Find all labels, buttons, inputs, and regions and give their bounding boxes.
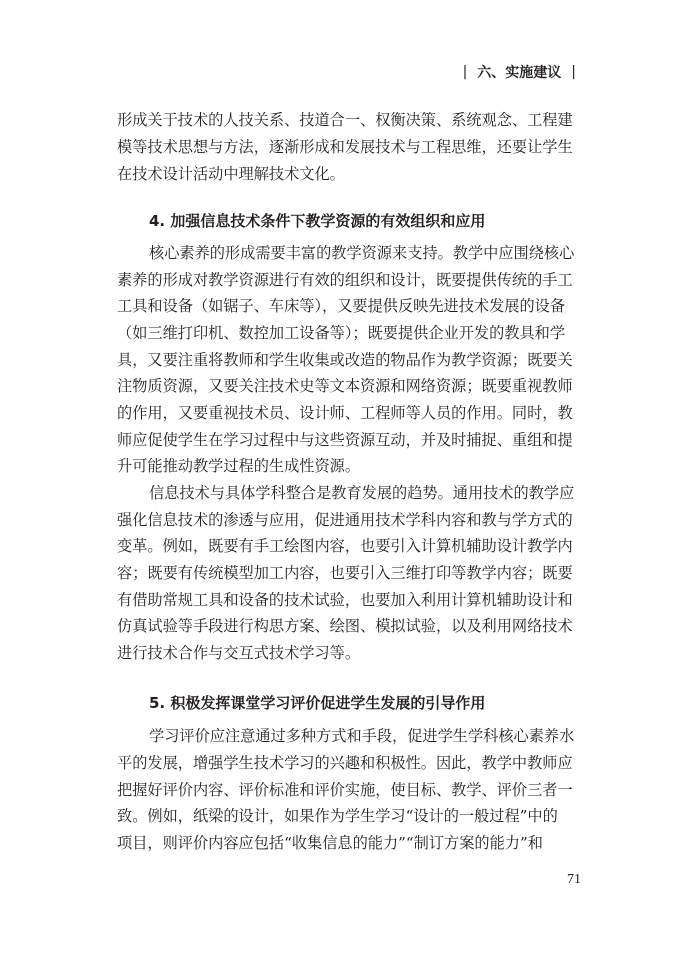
section-4-paragraph-2-line-2: 强化信息技术的渗透与应用，促进通用技术学科内容和教与学方式的 [117, 511, 573, 529]
section-5-paragraph-1-line-2: 平的发展，增强学生技术学习的兴趣和积极性。因此，教学中教师应 [117, 754, 573, 772]
page-number: 71 [567, 872, 581, 887]
section-4-paragraph-1-line-9: 升可能推动教学过程的生成性资源。 [117, 457, 360, 475]
section-4-paragraph-1-line-5: 具，又要注重将教师和学生收集或改造的物品作为教学资源；既要关 [117, 351, 573, 369]
section-4-paragraph-2-line-4: 容；既要有传统模型加工内容，也要引入三维打印等教学内容；既要 [117, 564, 573, 582]
section-4-paragraph-1-line-2: 素养的形成对教学资源进行有效的组织和设计，既要提供传统的手工 [117, 271, 573, 289]
section-4-paragraph-1-line-6: 注物质资源，又要关注技术史等文本资源和网络资源；既要重视教师 [117, 377, 573, 395]
intro-line-2: 模等技术思想与方法，逐渐形成和发展技术与工程思维，还要让学生 [117, 138, 573, 156]
intro-line-1: 形成关于技术的人技关系、技道合一、权衡决策、系统观念、工程建 [117, 111, 573, 129]
section-4-heading: 4. 加强信息技术条件下教学资源的有效组织和应用 [149, 212, 486, 230]
header-right-bar: | [571, 64, 576, 80]
section-5-paragraph-1-line-5: 项目，则评价内容应包括“收集信息的能力”“制订方案的能力”和 [117, 834, 543, 852]
section-4-paragraph-1-line-8: 师应促使学生在学习过程中与这些资源互动，并及时捕捉、重组和提 [117, 431, 573, 449]
chapter-title: 六、实施建议 [477, 65, 562, 81]
section-4-paragraph-1-line-1: 核心素养的形成需要丰富的教学资源来支持。教学中应围绕核心 [149, 244, 575, 262]
intro-line-3: 在技术设计活动中理解技术文化。 [117, 165, 345, 183]
header-left-bar: | [462, 64, 468, 80]
running-header [453, 61, 586, 83]
section-5-paragraph-1-line-1: 学习评价应注意通过多种方式和手段，促进学生学科核心素养水 [149, 727, 575, 745]
section-4-paragraph-2-line-3: 变革。例如，既要有手工绘图内容，也要引入计算机辅助设计教学内 [117, 537, 573, 555]
section-5-paragraph-1-line-4: 致。例如，纸梁的设计，如果作为学生学习“设计的一般过程”中的 [117, 807, 558, 825]
section-4-paragraph-2-line-6: 仿真试验等手段进行构思方案、绘图、模拟试验，以及利用网络技术 [117, 617, 573, 635]
section-5-paragraph-1-line-3: 把握好评价内容、评价标准和评价实施，使目标、教学、评价三者一 [117, 781, 573, 799]
section-4-paragraph-2-line-1: 信息技术与具体学科整合是教育发展的趋势。通用技术的教学应 [149, 484, 575, 502]
section-4-paragraph-1-line-3: 工具和设备（如锯子、车床等），又要提供反映先进技术发展的设备 [117, 297, 566, 315]
section-5-heading: 5. 积极发挥课堂学习评价促进学生发展的引导作用 [149, 694, 486, 712]
section-4-paragraph-2-line-7: 进行技术合作与交互式技术学习等。 [117, 644, 360, 662]
section-4-paragraph-1-line-7: 的作用，又要重视技术员、设计师、工程师等人员的作用。同时，教 [117, 404, 573, 422]
section-4-paragraph-1-line-4: （如三维打印机、数控加工设备等）；既要提供企业开发的教具和学 [117, 324, 566, 342]
section-4-paragraph-2-line-5: 有借助常规工具和设备的技术试验，也要加入利用计算机辅助设计和 [117, 591, 573, 609]
